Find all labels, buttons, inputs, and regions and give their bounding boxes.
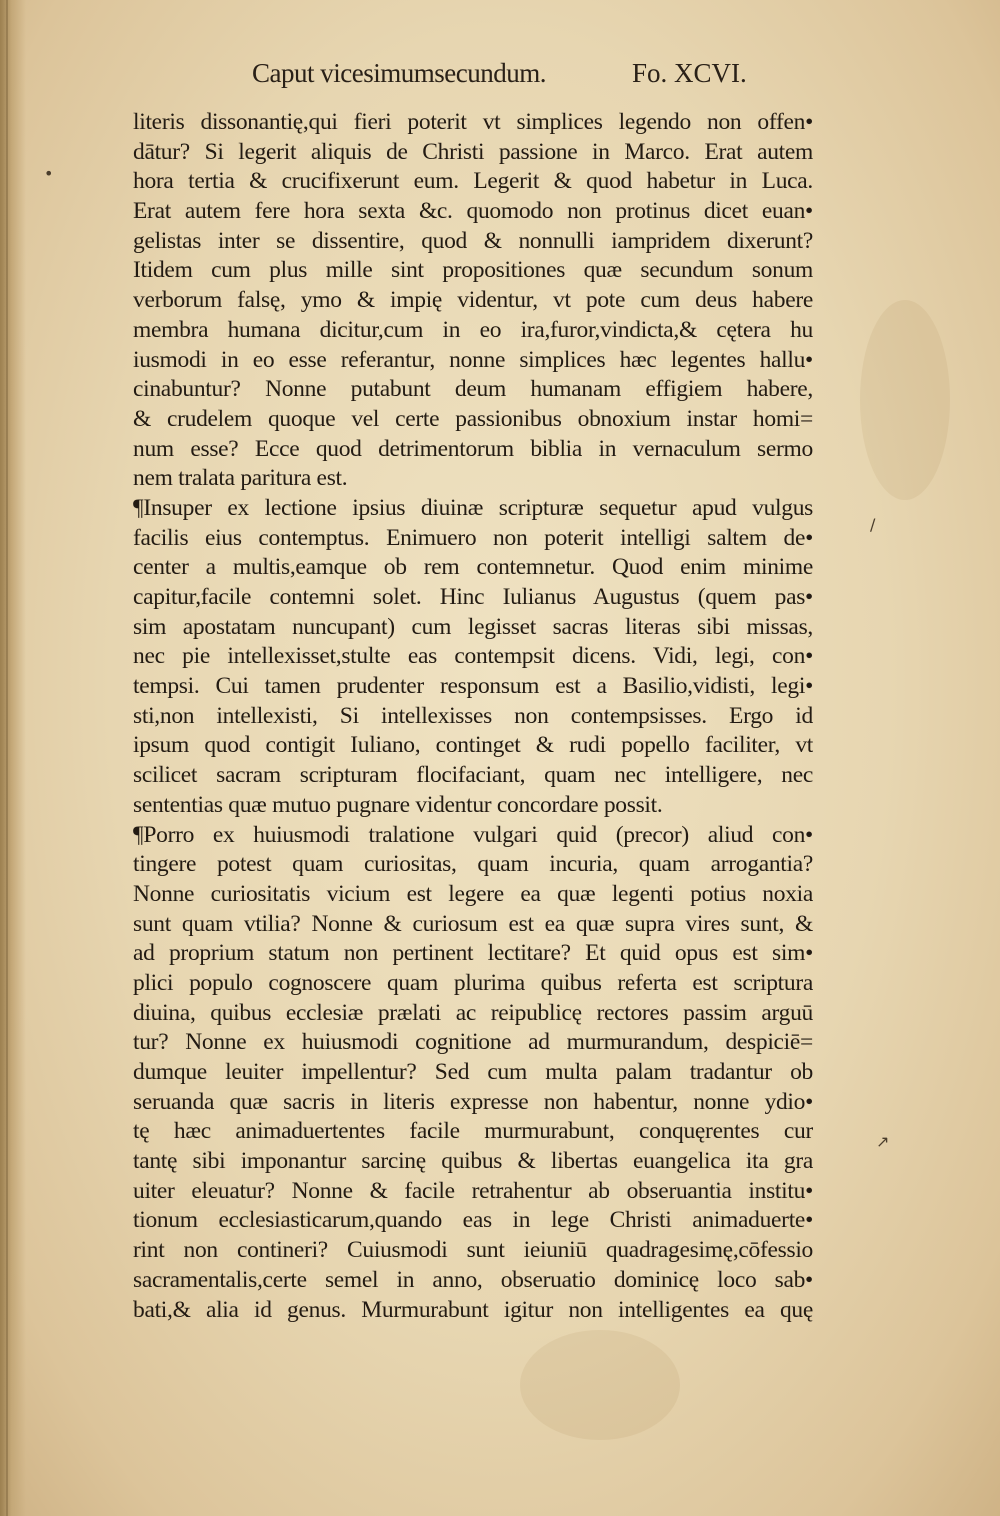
text-line: tantę sibi imponantur sarcinę quibus & libertas euangelica ita gra — [133, 1148, 813, 1175]
text-line: tę hæc animaduertentes facile murmurabunt, conquęrentes cur — [133, 1118, 813, 1145]
text-line: sim apostatam nuncupant) cum legisset sacras literas sibi missas, — [133, 613, 813, 640]
text-line: iusmodi in eo esse referantur, nonne simplices hæc legentes hallu• — [133, 346, 813, 373]
text-line: capitur,facile contemni solet. Hinc Iulianus Augustus (quem pas• — [133, 584, 813, 610]
running-header: Caput vicesimumsecundum. — [252, 58, 546, 88]
folio-number: Fo. XCVI. — [632, 58, 747, 88]
text-line: nem tralata paritura est. — [133, 465, 348, 492]
text-line: tur? Nonne ex huiusmodi cognitione ad murmurandum, despiciē= — [133, 1029, 813, 1056]
text-line: bati,& alia id genus. Murmurabunt igitur non intelligentes ea quę — [133, 1296, 813, 1323]
text-line: membra humana dicitur,cum in eo ira,furor,vindicta,& cętera hu — [133, 316, 813, 343]
text-line: Nonne curiositatis vicium est legere ea quæ legenti potius noxia — [133, 880, 813, 907]
text-line: sti,non intellexisti, Si intellexisses non contempsisses. Ergo id — [133, 702, 813, 729]
text-line: plici populo cognoscere quam plurima quibus referta est scriptura — [133, 969, 813, 996]
margin-mark: ↗ — [876, 1132, 890, 1151]
binding-edge-line — [6, 0, 8, 1516]
text-line: cinabuntur? Nonne putabunt deum humanam effigiem habere, — [133, 376, 813, 403]
paper-stain — [860, 300, 950, 500]
text-line: tempsi. Cui tamen prudenter responsum est a Basilio,vidisti, legi• — [133, 673, 813, 700]
margin-mark: • — [44, 164, 54, 183]
text-line: literis dissonantię,qui fieri poterit vt simplices legendo non offen• — [133, 109, 813, 135]
text-line: dātur? Si legerit aliquis de Christi passione in Marco. Erat autem — [133, 138, 813, 165]
text-line: ¶Insuper ex lectione ipsius diuinæ scripturæ sequetur apud vulgus — [133, 494, 813, 521]
text-line: tingere potest quam curiositas, quam incuria, quam arrogantia? — [133, 851, 813, 878]
text-line: seruanda quæ sacris in literis expresse non habentur, nonne ydio• — [133, 1088, 813, 1115]
text-line: gelistas inter se dissentire, quod & nonnulli iampridem dixerunt? — [133, 227, 813, 254]
text-line: Itidem cum plus mille sint propositiones quæ secundum sonum — [133, 257, 813, 284]
text-line: nec pie intellexisset,stulte eas contempsit dicens. Vidi, legi, con• — [133, 643, 813, 670]
text-line: ad proprium statum non pertinent lectitare? Et quid opus est sim• — [133, 940, 813, 967]
text-line: facilis eius contemptus. Enimuero non poterit intelligi saltem de• — [133, 524, 813, 551]
text-line: ipsum quod contigit Iuliano, continget & rudi popello faciliter, vt — [133, 732, 813, 759]
text-line: uiter eleuatur? Nonne & facile retrahentur ab obseruantia institu• — [133, 1177, 813, 1204]
text-line: tionum ecclesiasticarum,quando eas in lege Christi animaduerte• — [133, 1207, 813, 1234]
text-line: verborum falsę, ymo & impię videntur, vt pote cum deus habere — [133, 287, 813, 314]
text-line: sunt quam vtilia? Nonne & curiosum est ea quæ supra vires sunt, & — [133, 910, 813, 937]
margin-mark: / — [870, 515, 876, 534]
text-line: sententias quæ mutuo pugnare videntur concordare possit. — [133, 791, 663, 818]
text-line: hora tertia & crucifixerunt eum. Legerit & quod habetur in Luca. — [133, 168, 813, 195]
text-line: sacramentalis,certe semel in anno, obseruatio dominicę loco sab• — [133, 1266, 813, 1293]
text-line: rint non contineri? Cuiusmodi sunt ieiuniū quadragesimę,cōfessio — [133, 1237, 813, 1264]
binding-gutter — [0, 0, 26, 1516]
text-line: Erat autem fere hora sexta &c. quomodo non protinus dicet euan• — [133, 198, 813, 225]
text-line: ¶Porro ex huiusmodi tralatione vulgari quid (precor) aliud con• — [133, 821, 813, 848]
text-line: diuina, quibus ecclesiæ prælati ac reipublicę rectores passim arguū — [133, 999, 813, 1026]
text-line: center a multis,eamque ob rem contemnetur. Quod enim minime — [133, 554, 813, 581]
text-line: num esse? Ecce quod detrimentorum biblia in vernaculum sermo — [133, 435, 813, 462]
paper-stain — [520, 1330, 680, 1440]
text-line: scilicet sacram scripturam flocifaciant, quam nec intelligere, nec — [133, 762, 813, 789]
text-line: & crudelem quoque vel certe passionibus obnoxium instar homi= — [133, 405, 813, 432]
text-line: dumque leuiter impellentur? Sed cum multa palam tradantur ob — [133, 1059, 813, 1085]
body-text — [133, 108, 813, 1325]
